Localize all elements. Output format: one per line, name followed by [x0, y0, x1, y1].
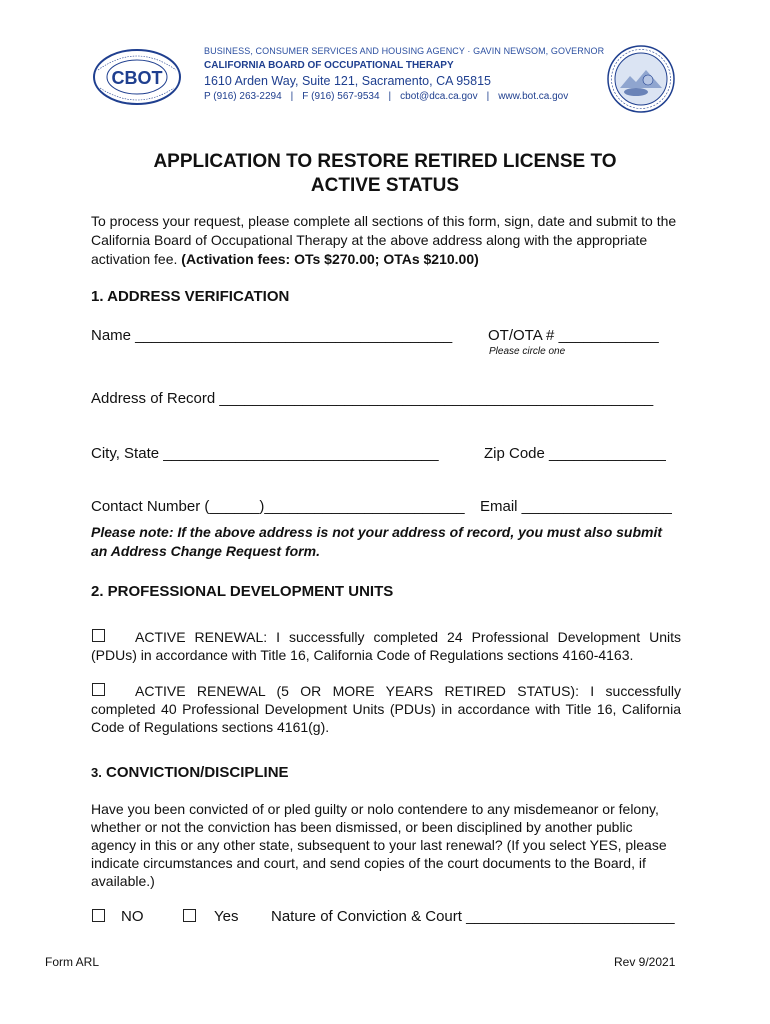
pdu-24-option	[91, 628, 681, 664]
board-address: 1610 Arden Way, Suite 121, Sacramento, CA 95815	[204, 74, 491, 88]
activation-fees: (Activation fees: OTs $270.00; OTAs $210.00)	[181, 251, 479, 267]
city-state-field[interactable]: City, State _________________________________	[91, 445, 439, 462]
yes-checkbox[interactable]	[183, 909, 196, 922]
pdu-40-option	[91, 682, 681, 736]
logo-text: CBOT	[111, 68, 163, 88]
no-checkbox[interactable]	[92, 909, 105, 922]
section-2-heading: 2. PROFESSIONAL DEVELOPMENT UNITS	[91, 583, 394, 600]
email-field[interactable]: Email __________________	[480, 498, 672, 515]
revision-date: Rev 9/2021	[614, 955, 676, 969]
address-change-note: Please note: If the above address is not your address of record, you must also submit an Address Change Request form.	[91, 524, 663, 559]
pdu-40-text: ACTIVE RENEWAL (5 OR MORE YEARS RETIRED STATUS): I successfully completed 40 Professional Development Units (PDUs) in accordance with Title 16, California Code of Regulations sections 4161(g).	[91, 683, 681, 735]
zip-code-field[interactable]: Zip Code ______________	[484, 445, 666, 462]
form-id: Form ARL	[45, 955, 100, 969]
board-name: CALIFORNIA BOARD OF OCCUPATIONAL THERAPY	[204, 60, 454, 71]
title-line-1: APPLICATION TO RESTORE RETIRED LICENSE TO	[153, 151, 617, 172]
section-3-number: 3.	[91, 765, 102, 780]
yes-label: Yes	[214, 908, 239, 925]
website: www.bot.ca.gov	[498, 91, 569, 102]
section-1-heading: 1. ADDRESS VERIFICATION	[91, 288, 290, 305]
page-title	[0, 150, 770, 198]
phone-number: P (916) 263-2294	[204, 91, 282, 102]
conviction-question: Have you been convicted of or pled guilty or nolo contendere to any misdemeanor or felony, whether or not the conviction has been dismissed, or been disciplined by another public agency in this or any other state, subsequent to your last renewal? (If you select YES, please indicate circumstances and court, and send copies of the court documents to the Board, if available.)	[91, 801, 667, 889]
title-line-2: ACTIVE STATUS	[310, 175, 460, 196]
intro-text: To process your request, please complete all sections of this form, sign, date and submit to the California Board of Occupational Therapy at the above address along with the appropriate activation fee.	[91, 213, 677, 267]
contact-line: P (916) 263-2294 | F (916) 567-9534 | cbot@dca.ca.gov | www.bot.ca.gov	[204, 91, 569, 102]
pdu-24-text: ACTIVE RENEWAL: I successfully completed 24 Professional Development Units (PDUs) in accordance with Title 16, California Code of Regulations sections 4160-4163.	[91, 629, 681, 663]
address-of-record-field[interactable]: Address of Record ____________________________________________________	[91, 390, 654, 407]
email-address: cbot@dca.ca.gov	[400, 91, 478, 102]
agency-line: BUSINESS, CONSUMER SERVICES AND HOUSING AGENCY · GAVIN NEWSOM, GOVERNOR	[204, 46, 605, 56]
section-3-heading	[91, 764, 289, 781]
fax-number: F (916) 567-9534	[302, 91, 380, 102]
ot-ota-number-field[interactable]: OT/OTA # ____________	[488, 327, 659, 344]
section-3-title: CONVICTION/DISCIPLINE	[106, 764, 289, 781]
cbot-logo	[92, 48, 182, 106]
name-field[interactable]: Name ______________________________________	[91, 327, 453, 344]
intro-paragraph	[91, 212, 681, 269]
contact-number-field[interactable]: Contact Number (______)________________________	[91, 498, 465, 515]
nature-of-conviction-field[interactable]: Nature of Conviction & Court _________________________	[271, 908, 675, 925]
no-label: NO	[121, 908, 144, 925]
circle-one-note: Please circle one	[489, 346, 566, 357]
state-seal-icon	[606, 44, 676, 114]
